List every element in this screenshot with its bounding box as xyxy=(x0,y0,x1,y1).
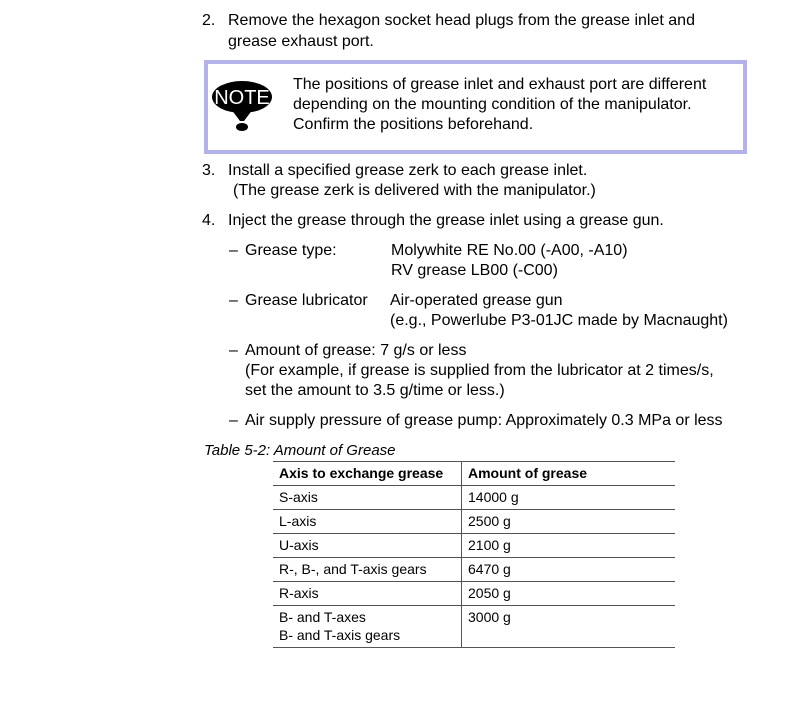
amount-of-grease-line-3: set the amount to 3.5 g/time or less.) xyxy=(245,382,505,399)
bullet-dash: – xyxy=(229,292,238,309)
step-3-text-line-1: Install a specified grease zerk to each grease inlet. xyxy=(228,162,588,179)
amount-of-grease-line-2: (For example, if grease is supplied from the lubricator at 2 times/s, xyxy=(245,362,714,379)
grease-type-label: Grease type: xyxy=(245,242,337,259)
note-icon xyxy=(211,79,275,135)
note-text-line-3: Confirm the positions beforehand. xyxy=(293,116,534,133)
step-4-number: 4. xyxy=(202,212,216,229)
axis-text: L-axis xyxy=(279,513,317,529)
step-2-text-line-2: grease exhaust port. xyxy=(228,33,374,50)
bullet-dash: – xyxy=(229,242,238,259)
table-cell-amount: 6470 g xyxy=(462,558,676,582)
grease-type-value-1: Molywhite RE No.00 (-A00, -A10) xyxy=(391,242,628,259)
table-header-amount: Amount of grease xyxy=(462,462,676,486)
table-row xyxy=(273,510,675,534)
grease-type-value-2: RV grease LB00 (-C00) xyxy=(391,262,558,279)
bullet-dash: – xyxy=(229,342,238,359)
table-cell-amount: 2500 g xyxy=(462,510,676,534)
axis-text: R-axis xyxy=(279,585,319,601)
step-2-number: 2. xyxy=(202,12,216,29)
grease-amount-table xyxy=(273,461,675,648)
table-cell-axis xyxy=(273,486,462,510)
axis-text: U-axis xyxy=(279,537,319,553)
table-row xyxy=(273,486,675,510)
table-cell-axis xyxy=(273,534,462,558)
table-row xyxy=(273,606,675,648)
table-cell-amount: 14000 g xyxy=(462,486,676,510)
table-cell-amount: 3000 g xyxy=(462,606,676,648)
grease-lubricator-value-2: (e.g., Powerlube P3-01JC made by Macnaught) xyxy=(390,312,728,329)
table-cell-amount: 2050 g xyxy=(462,582,676,606)
table-header-axis: Axis to exchange grease xyxy=(273,462,462,486)
step-4-text-line-1: Inject the grease through the grease inlet using a grease gun. xyxy=(228,212,664,229)
table-row xyxy=(273,582,675,606)
table-cell-axis xyxy=(273,510,462,534)
table-cell-axis xyxy=(273,558,462,582)
grease-lubricator-label: Grease lubricator xyxy=(245,292,368,309)
step-2-text-line-1: Remove the hexagon socket head plugs from the grease inlet and xyxy=(228,12,695,29)
note-text-line-1: The positions of grease inlet and exhaust port are different xyxy=(293,76,707,93)
step-3-number: 3. xyxy=(202,162,216,179)
axis-text: B- and T-axes xyxy=(279,609,366,625)
axis-text: R-, B-, and T-axis gears xyxy=(279,561,427,577)
bullet-dash: – xyxy=(229,412,238,429)
axis-text: S-axis xyxy=(279,489,318,505)
table-cell-amount: 2100 g xyxy=(462,534,676,558)
note-text-line-2: depending on the mounting condition of the manipulator. xyxy=(293,96,692,113)
axis-text-second-line: B- and T-axis gears xyxy=(279,627,401,643)
table-row xyxy=(273,534,675,558)
table-caption: Table 5-2: Amount of Grease xyxy=(204,442,396,459)
note-icon-label: NOTE xyxy=(214,87,270,109)
step-3-text-line-2: (The grease zerk is delivered with the manipulator.) xyxy=(233,182,596,199)
table-cell-axis xyxy=(273,582,462,606)
table-cell-axis xyxy=(273,606,462,648)
table-header-row xyxy=(273,462,675,486)
air-supply-pressure-line: Air supply pressure of grease pump: Approximately 0.3 MPa or less xyxy=(245,412,723,429)
grease-lubricator-value-1: Air-operated grease gun xyxy=(390,292,563,309)
table-row xyxy=(273,558,675,582)
amount-of-grease-line-1: Amount of grease: 7 g/s or less xyxy=(245,342,467,359)
